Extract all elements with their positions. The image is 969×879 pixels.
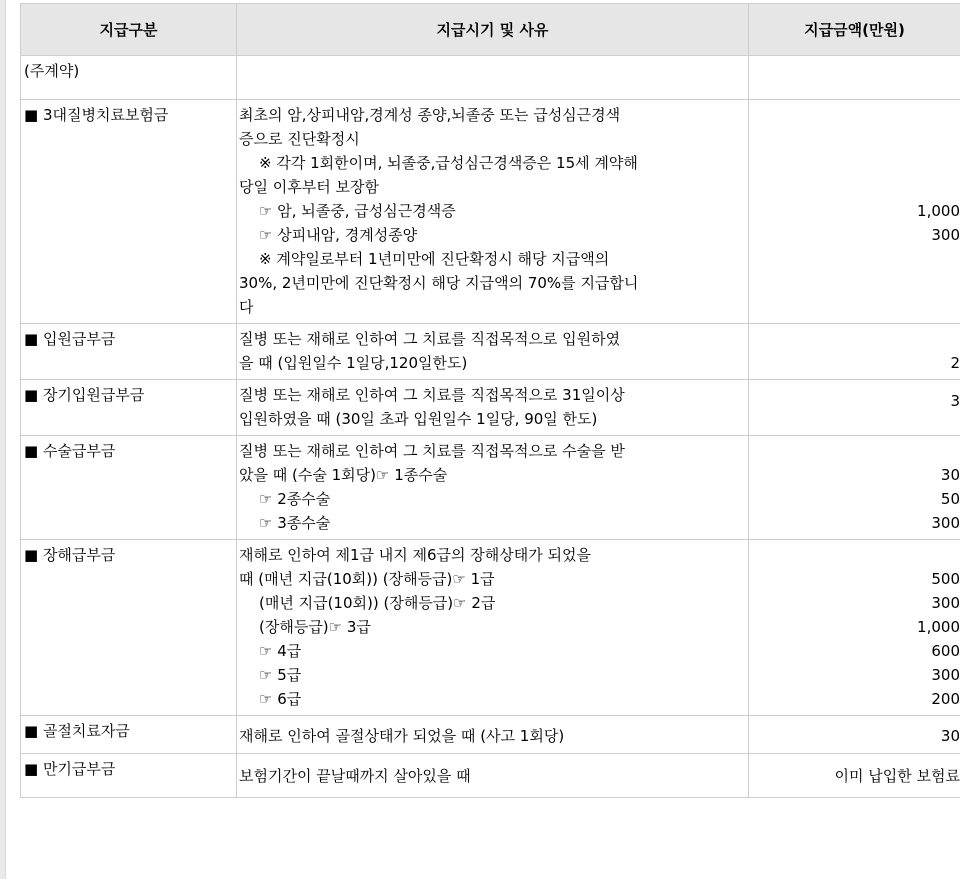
- amount-line: 30: [940, 727, 960, 745]
- table-row: [21, 100, 961, 324]
- desc-line: ☞ 4급: [259, 642, 302, 660]
- desc-line: 30%, 2년미만에 진단확정시 해당 지급액의 70%를 지급합니: [239, 274, 639, 292]
- desc-line: 다: [239, 298, 254, 316]
- row-amount: [749, 716, 961, 754]
- row-amount: [749, 754, 961, 798]
- amount-line: [749, 151, 960, 175]
- row-amount: [749, 324, 961, 380]
- desc-line: ☞ 2종수술: [259, 490, 331, 508]
- amount-line: 3: [950, 392, 960, 410]
- row-amount: [749, 380, 961, 436]
- row-description: [237, 100, 749, 324]
- amount-line: [749, 407, 960, 431]
- row-category: ■ 입원급부금: [21, 324, 237, 380]
- desc-line: 재해로 인하여 제1급 내지 제6급의 장해상태가 되었을: [239, 546, 591, 564]
- desc-line: ※ 계약일로부터 1년미만에 진단확정시 해당 지급액의: [259, 250, 610, 268]
- header-row: [21, 4, 961, 56]
- table-row: [21, 324, 961, 380]
- desc-line: 당일 이후부터 보장함: [239, 178, 379, 196]
- amount-line: [749, 327, 960, 351]
- row-description: [237, 324, 749, 380]
- desc-line: (장해등급)☞ 3급: [259, 618, 371, 636]
- desc-line: 재해로 인하여 골절상태가 되었을 때 (사고 1회당): [239, 727, 565, 745]
- table-row: [21, 436, 961, 540]
- amount-line: 300: [931, 666, 960, 684]
- desc-line: ※ 각각 1회한이며, 뇌졸중,급성심근경색증은 15세 계약해: [259, 154, 638, 172]
- table-row: [21, 754, 961, 798]
- benefit-table: [20, 3, 961, 798]
- header-category: 지급구분: [21, 4, 237, 56]
- row-description: [237, 754, 749, 798]
- desc-line: 았을 때 (수술 1회당)☞ 1종수술: [239, 466, 448, 484]
- table-row: [21, 540, 961, 716]
- desc-line: ☞ 암, 뇌졸중, 급성심근경색증: [259, 202, 456, 220]
- amount-line: 300: [931, 226, 960, 244]
- amount-line: 500: [931, 570, 960, 588]
- left-border-bar: [0, 0, 6, 879]
- amount-line: 1,000: [917, 618, 960, 636]
- desc-line: 입원하였을 때 (30일 초과 입원일수 1일당, 90일 한도): [239, 410, 598, 428]
- right-margin: [960, 0, 969, 879]
- desc-line: 때 (매년 지급(10회)) (장해등급)☞ 1급: [239, 570, 495, 588]
- desc-line: 질병 또는 재해로 인하여 그 치료를 직접목적으로 31일이상: [239, 386, 625, 404]
- desc-line: 을 때 (입원일수 1일당,120일한도): [239, 354, 468, 372]
- section-empty-amount: [749, 56, 961, 100]
- amount-line: [749, 439, 960, 463]
- desc-line: 증으로 진단확정시: [239, 130, 360, 148]
- row-description: [237, 436, 749, 540]
- row-description: [237, 380, 749, 436]
- row-category: ■ 장해급부금: [21, 540, 237, 716]
- table-row: [21, 380, 961, 436]
- amount-line: [749, 295, 960, 319]
- amount-line: [749, 127, 960, 151]
- amount-line: 600: [931, 642, 960, 660]
- desc-line: ☞ 5급: [259, 666, 302, 684]
- row-description: [237, 716, 749, 754]
- row-amount: [749, 100, 961, 324]
- amount-line: [749, 175, 960, 199]
- section-label: (주계약): [21, 56, 237, 100]
- amount-line: [749, 271, 960, 295]
- row-amount: [749, 540, 961, 716]
- amount-line: 300: [931, 514, 960, 532]
- row-amount: [749, 436, 961, 540]
- amount-line: 1,000: [917, 202, 960, 220]
- amount-line: 30: [940, 466, 960, 484]
- row-category: ■ 만기급부금: [21, 754, 237, 798]
- desc-line: ☞ 6급: [259, 690, 302, 708]
- desc-line: (매년 지급(10회)) (장해등급)☞ 2급: [259, 594, 496, 612]
- amount-line: 300: [931, 594, 960, 612]
- amount-line: 200: [931, 690, 960, 708]
- row-category: ■ 수술급부금: [21, 436, 237, 540]
- desc-line: 보험기간이 끝날때까지 살아있을 때: [239, 767, 471, 785]
- desc-line: 최초의 암,상피내암,경계성 종양,뇌졸중 또는 급성심근경색: [239, 106, 621, 124]
- section-empty-desc: [237, 56, 749, 100]
- header-timing: 지급시기 및 사유: [237, 4, 749, 56]
- desc-line: ☞ 상피내암, 경계성종양: [259, 226, 418, 244]
- amount-line: 2: [950, 354, 960, 372]
- desc-line: ☞ 3종수술: [259, 514, 331, 532]
- row-description: [237, 540, 749, 716]
- table-row: [21, 716, 961, 754]
- amount-line: 50: [940, 490, 960, 508]
- row-category: ■ 골절치료자금: [21, 716, 237, 754]
- amount-line: [749, 103, 960, 127]
- row-category: ■ 3대질병치료보험금: [21, 100, 237, 324]
- amount-line: [749, 247, 960, 271]
- amount-line: 이미 납입한 보험료: [834, 767, 960, 785]
- desc-line: 질병 또는 재해로 인하여 그 치료를 직접목적으로 수술을 받: [239, 442, 625, 460]
- amount-line: [749, 543, 960, 567]
- section-row-main-contract: [21, 56, 961, 100]
- header-amount: 지급금액(만원): [749, 4, 961, 56]
- row-category: ■ 장기입원급부금: [21, 380, 237, 436]
- desc-line: 질병 또는 재해로 인하여 그 치료를 직접목적으로 입원하였: [239, 330, 621, 348]
